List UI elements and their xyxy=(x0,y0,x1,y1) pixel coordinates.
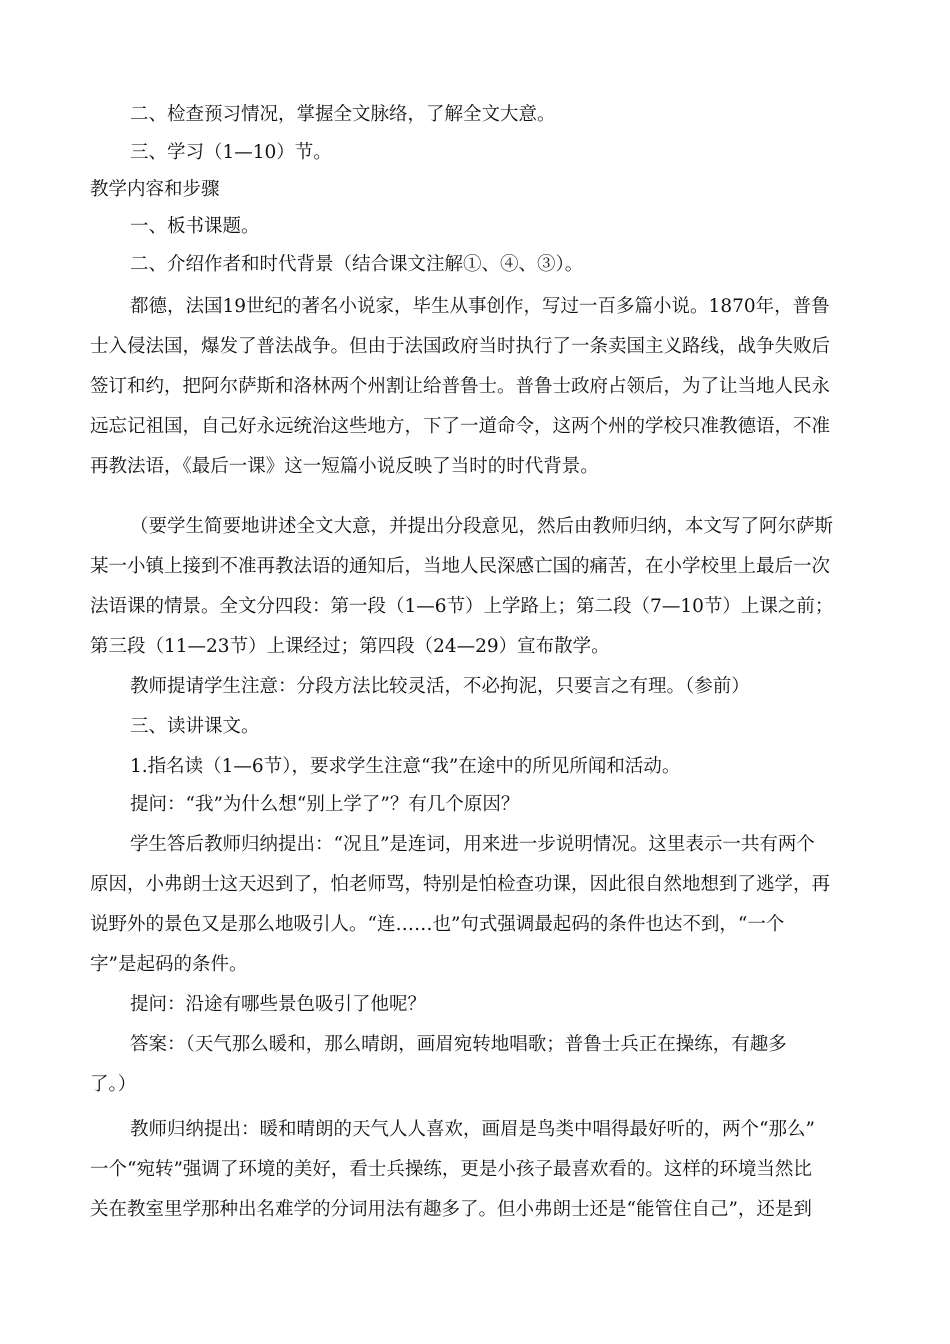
text-line: 提问：沿途有哪些景色吸引了他呢？ xyxy=(130,994,427,1015)
text-line: 教师提请学生注意：分段方法比较灵活，不必拘泥，只要言之有理。（参前） xyxy=(130,676,750,697)
text-line: 三、学习（1—10）节。 xyxy=(130,142,332,163)
text-line: 一、板书课题。 xyxy=(130,216,260,237)
text-line: 某一小镇上接到不准再教法语的通知后，当地人民深感亡国的痛苦，在小学校里上最后一次 xyxy=(90,556,831,577)
text-line: 说野外的景色又是那么地吸引人。“连……也”句式强调最起码的条件也达不到，“一个 xyxy=(90,914,785,935)
text-line: 士入侵法国，爆发了普法战争。但由于法国政府当时执行了一条卖国主义路线，战争失败后 xyxy=(90,336,831,357)
text-line: 二、检查预习情况，掌握全文脉络，了解全文大意。 xyxy=(130,104,556,125)
text-line: （要学生简要地讲述全文大意，并提出分段意见，然后由教师归纳，本文写了阿尔萨斯 xyxy=(130,516,834,537)
text-line: 再教法语，《最后一课》这一短篇小说反映了当时的时代背景。 xyxy=(90,456,599,477)
text-line: 答案：（天气那么暖和，那么晴朗，画眉宛转地唱歌；普鲁士兵正在操练，有趣多 xyxy=(130,1034,787,1055)
text-line: 学生答后教师归纳提出：“况且”是连词，用来进一步说明情况。这里表示一共有两个 xyxy=(130,834,815,855)
text-line: 签订和约，把阿尔萨斯和洛林两个州割让给普鲁士。普鲁士政府占领后，为了让当地人民永 xyxy=(90,376,831,397)
text-line: 法语课的情景。全文分四段：第一段（1—6节）上学路上；第二段（7—10节）上课之前； xyxy=(90,596,834,617)
text-line: 1.指名读（1—6节），要求学生注意“我”在途中的所见所闻和活动。 xyxy=(130,756,681,777)
section-heading: 教学内容和步骤 xyxy=(90,179,220,200)
text-line: 二、介绍作者和时代背景（结合课文注解①、④、③）。 xyxy=(130,254,584,275)
text-line: 第三段（11—23节）上课经过；第四段（24—29）宣布散学。 xyxy=(90,636,610,657)
text-line: 都德，法国19世纪的著名小说家，毕生从事创作，写过一百多篇小说。1870年，普鲁 xyxy=(130,296,830,317)
text-line: 教师归纳提出：暖和晴朗的天气人人喜欢，画眉是鸟类中唱得最好听的，两个“那么” xyxy=(130,1119,815,1140)
text-line: 远忘记祖国，自己好永远统治这些地方，下了一道命令，这两个州的学校只准教德语，不准 xyxy=(90,416,831,437)
text-line: 了。） xyxy=(90,1074,137,1095)
text-line: 提问：“我”为什么想“别上学了”？有几个原因？ xyxy=(130,794,520,815)
text-line: 三、读讲课文。 xyxy=(130,716,260,737)
text-line: 原因，小弗朗士这天迟到了，怕老师骂，特别是怕检查功课，因此很自然地想到了逃学，再 xyxy=(90,874,831,895)
text-line: 字”是起码的条件。 xyxy=(90,954,248,975)
text-line: 一个“宛转”强调了环境的美好，看士兵操练，更是小孩子最喜欢看的。这样的环境当然比 xyxy=(90,1159,812,1180)
text-line: 关在教室里学那种出名难学的分词用法有趣多了。但小弗朗士还是“能管住自己”，还是到 xyxy=(90,1199,812,1220)
